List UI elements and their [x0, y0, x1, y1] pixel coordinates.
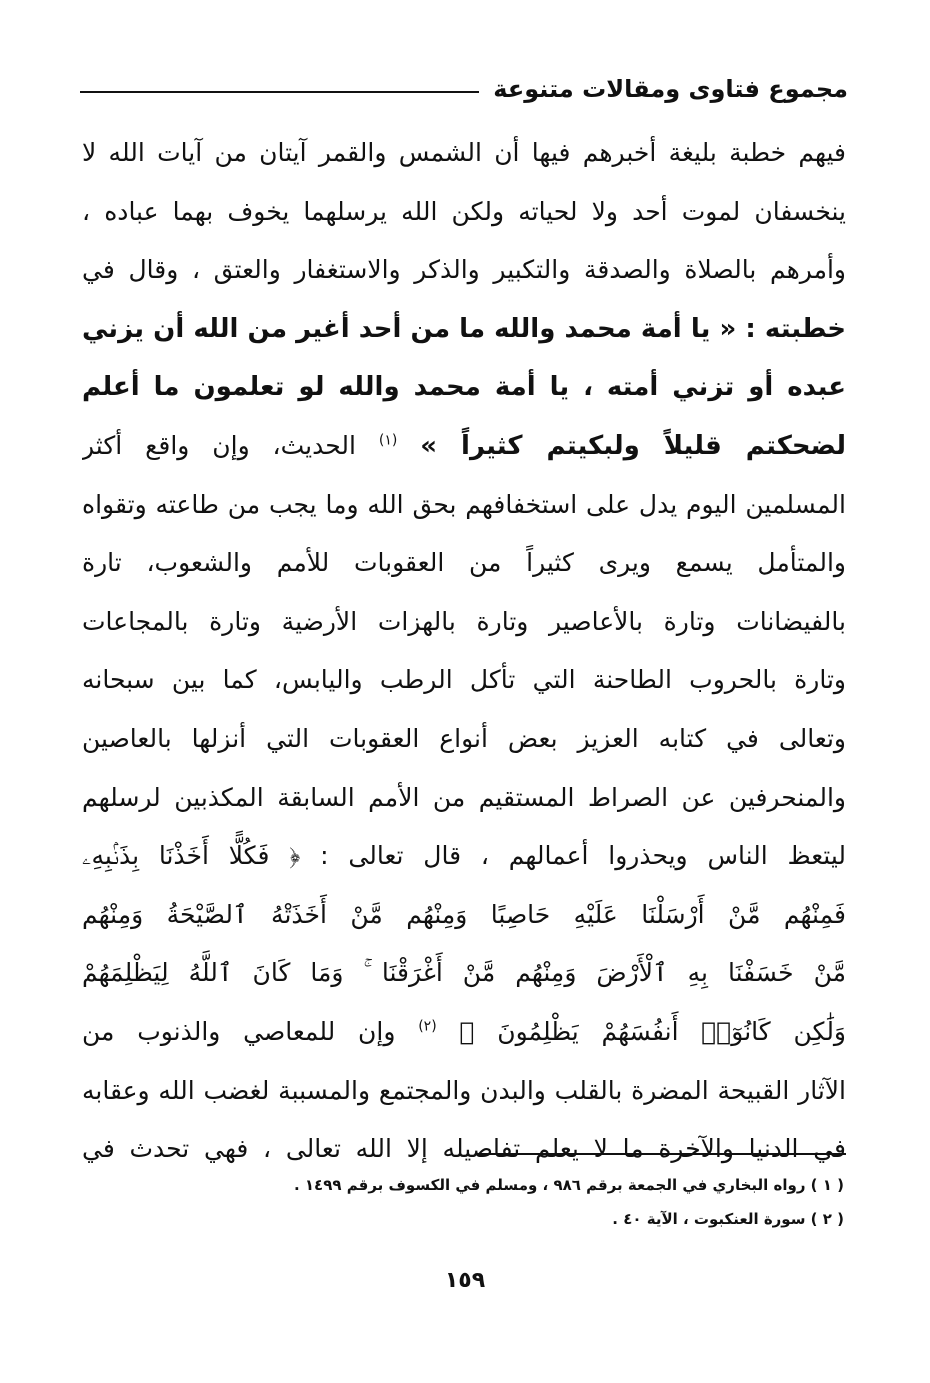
text-line: الآثار القبيحة المضرة بالقلب والبدن والمجتمع والمسببة لغضب الله وعقابه	[82, 1075, 846, 1105]
footnotes	[84, 1168, 844, 1236]
hadith-quote-end: لضحكتم قليلاً ولبكيتم كثيراً »	[420, 430, 846, 461]
footnote-1: ( ١ ) رواه البخاري في الجمعة برقم ٩٨٦ ، ومسلم في الكسوف برقم ١٤٩٩ .	[293, 1176, 844, 1194]
main-text	[82, 124, 846, 1179]
text-line: وتعالى في كتابه العزيز بعض أنواع العقوبات التي أنزلها بالعاصين	[82, 723, 846, 753]
text-line: ينخسفان لموت أحد ولا لحياته ولكن الله يرسلهما يخوف بهما عباده ،	[82, 196, 846, 226]
text-line: المسلمين اليوم يدل على استخفافهم بحق الله وما يجب من طاعته وتقواه	[82, 489, 846, 519]
hadith-quote-line: عبده أو تزني أمته ، يا أمة محمد والله لو تعلمون ما أعلم	[82, 372, 846, 403]
hadith-quote-line: خطبته : « يا أمة محمد والله ما من أحد أغير من الله أن يزني	[82, 313, 846, 344]
text-line: في الدنيا والآخرة ما لا يعلم تفاصيله إلا الله تعالى ، فهي تحدث في	[82, 1134, 846, 1164]
book-title: مجموع فتاوى ومقالات متنوعة	[493, 75, 848, 103]
footnote-separator	[476, 1153, 846, 1155]
header-rule	[80, 91, 479, 93]
text-line: ليتعظ الناس ويحذروا أعمالهم ، قال تعالى : ﴿ فَكُلًّا أَخَذْنَا بِذَنۢبِهِۦ	[82, 841, 846, 871]
text-line: والمنحرفين عن الصراط المستقيم من الأمم السابقة المكذبين لرسلهم	[82, 782, 846, 812]
running-header	[80, 66, 848, 112]
text-line-mixed	[82, 1003, 846, 1062]
footnote-marker-1: (١)	[378, 432, 398, 449]
text-segment: الحديث، وإن واقع أكثر	[82, 430, 356, 460]
footnote-marker-2: (٢)	[418, 1018, 437, 1035]
text-line: بالفيضانات وتارة بالأعاصير وتارة بالهزات الأرضية وتارة بالمجاعات	[82, 606, 846, 636]
text-line-mixed	[82, 417, 846, 476]
footnote-2: ( ٢ ) سورة العنكبوت ، الآية ٤٠ .	[612, 1210, 844, 1228]
page-number: ١٥٩	[444, 1268, 486, 1293]
text-line: وتارة بالحروب الطاحنة التي تأكل الرطب واليابس، كما بين سبحانه	[82, 665, 846, 695]
text-line: وأمرهم بالصلاة والصدقة والتكبير والذكر والاستغفار والعتق ، وقال في	[82, 255, 846, 285]
text-line: والمتأمل يسمع ويرى كثيراً من العقوبات للأمم والشعوب، تارة	[82, 548, 846, 578]
quran-verse-line: فَمِنْهُم مَّنْ أَرْسَلْنَا عَلَيْهِ حَاصِبًا وَمِنْهُم مَّنْ أَخَذَتْهُ ٱلصَّيْحَةُ وَمِنْهُم	[82, 899, 846, 929]
quran-verse-end: وَلَٰكِن كَانُوٓا۟ أَنفُسَهُمْ يَظْلِمُونَ ﴾	[459, 1016, 846, 1046]
quran-verse-line: مَّنْ خَسَفْنَا بِهِ ٱلْأَرْضَ وَمِنْهُم مَّنْ أَغْرَقْنَا ۚ وَمَا كَانَ ٱللَّهُ لِيَظْلِمَهُمْ	[82, 958, 846, 988]
text-segment: وإن للمعاصي والذنوب من	[82, 1016, 396, 1046]
text-line: فيهم خطبة بليغة أخبرهم فيها أن الشمس والقمر آيتان من آيات الله لا	[82, 138, 846, 167]
